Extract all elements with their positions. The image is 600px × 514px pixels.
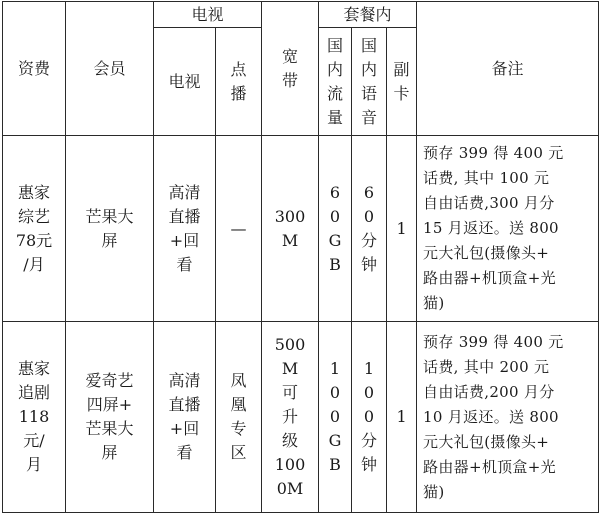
vod-cell: — [216, 136, 262, 322]
sub-card-cell: 1 [387, 322, 417, 513]
header-package-group: 套餐内 [319, 2, 417, 28]
header-sub-card: 副 卡 [387, 28, 417, 136]
domestic-voice-cell: 6 0 分 钟 [352, 136, 387, 322]
header-member: 会员 [66, 2, 154, 136]
sub-card-cell: 1 [387, 136, 417, 322]
header-vod: 点 播 [216, 28, 262, 136]
header-broadband: 宽 带 [262, 2, 319, 136]
member-cell: 芒果大 屏 [66, 136, 154, 322]
remarks-cell: 预存 399 得 400 元 话费, 其中 100 元 自由话费,300 月分 15 月返还。送 800 元大礼包(摄像头+ 路由器+机顶盒+光 猫) [417, 136, 599, 322]
header-tv-group: 电视 [154, 2, 262, 28]
fee-cell: 惠家 综艺 78元 /月 [3, 136, 66, 322]
header-domestic-voice: 国 内 语 音 [352, 28, 387, 136]
header-fee: 资费 [3, 2, 66, 136]
tv-cell: 高清 直播 +回 看 [154, 322, 216, 513]
domestic-data-cell: 1 0 0 G B [319, 322, 352, 513]
header-remarks: 备注 [417, 2, 599, 136]
domestic-data-cell: 6 0 G B [319, 136, 352, 322]
header-row-1 [3, 2, 599, 28]
remarks-cell: 预存 399 得 400 元 话费, 其中 200 元 自由话费,200 月分 10 月返还。送 800 元大礼包(摄像头+ 路由器+机顶盒+光 猫) [417, 322, 599, 513]
table-row [3, 322, 599, 513]
package-fee-table [2, 1, 599, 513]
header-domestic-data: 国 内 流 量 [319, 28, 352, 136]
broadband-cell: 300 M [262, 136, 319, 322]
vod-cell: 凤 凰 专 区 [216, 322, 262, 513]
header-tv: 电视 [154, 28, 216, 136]
table-row [3, 136, 599, 322]
member-cell: 爱奇艺 四屏+ 芒果大 屏 [66, 322, 154, 513]
broadband-cell: 500 M 可 升 级 100 0M [262, 322, 319, 513]
tv-cell: 高清 直播 +回 看 [154, 136, 216, 322]
domestic-voice-cell: 1 0 0 分 钟 [352, 322, 387, 513]
fee-cell: 惠家 追剧 118 元/ 月 [3, 322, 66, 513]
